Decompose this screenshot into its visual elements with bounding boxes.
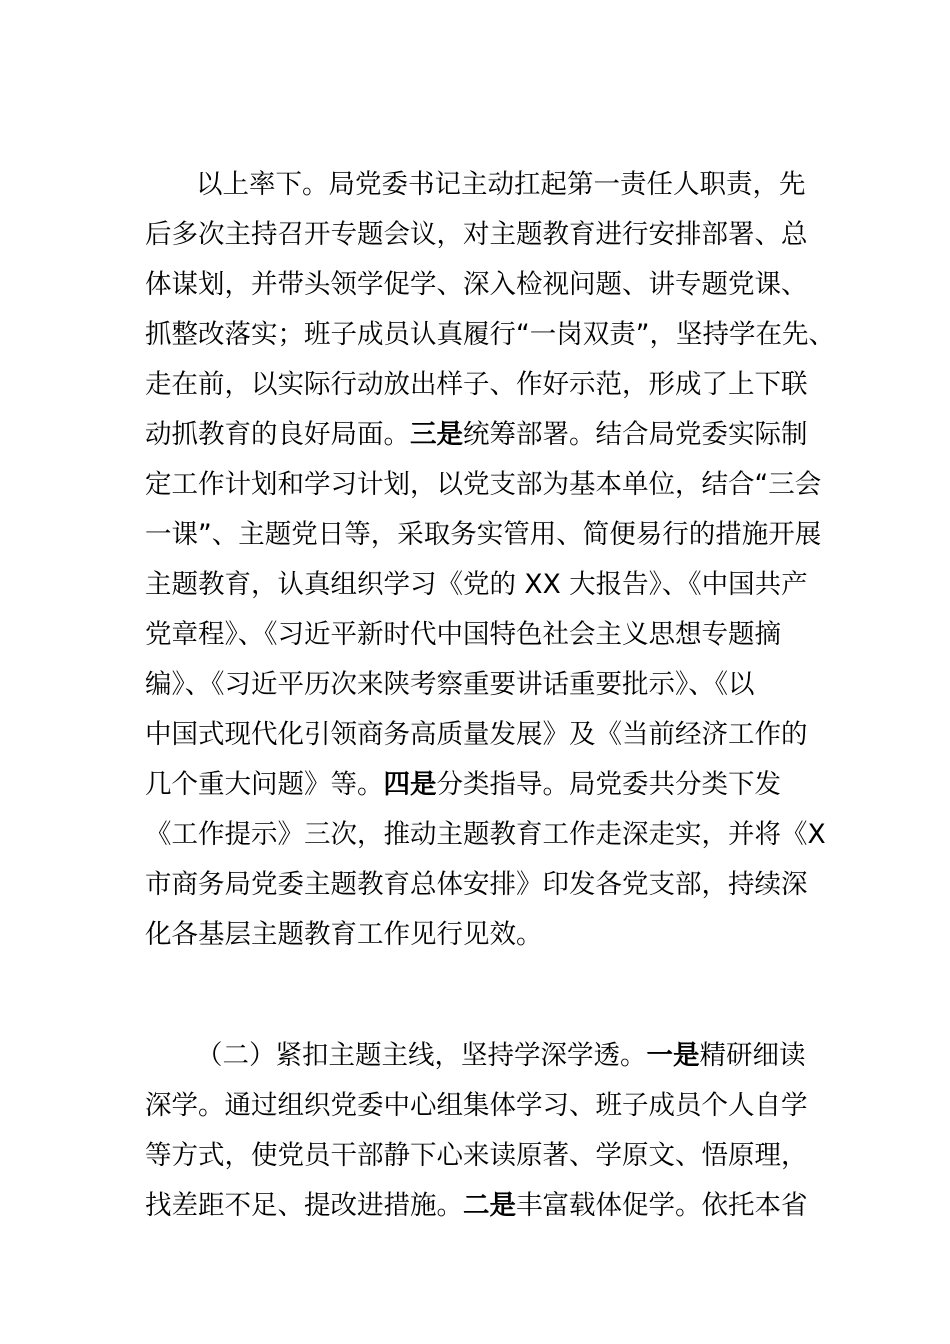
- text-run: 后多次主持召开专题会议，对主题教育进行安排部署、总: [145, 219, 808, 250]
- text-line: [145, 263, 815, 307]
- text-run: 找差距不足、提改进措施。: [145, 1190, 463, 1221]
- text-run: 以上率下。局党委书记主动扛起第一责任人职责，先: [196, 169, 806, 200]
- text-line: [145, 663, 815, 707]
- text-line: [145, 763, 815, 807]
- bold-lead-term: 四是: [383, 769, 437, 800]
- text-line: [196, 1034, 866, 1078]
- text-line: [145, 863, 815, 907]
- text-line: [145, 613, 815, 657]
- text-run: 编》、《习近平历次来陕考察重要讲话重要批示》、《以: [145, 669, 755, 700]
- text-run: 精研细读: [699, 1040, 806, 1071]
- text-line: [145, 413, 815, 457]
- bold-lead-term: 三是: [410, 419, 463, 450]
- text-run: 市商务局党委主题教育总体安排》印发各党支部，持续深: [145, 869, 808, 900]
- text-line: [145, 513, 822, 557]
- text-run: 体谋划，并带头领学促学、深入检视问题、讲专题党课、: [145, 269, 808, 300]
- text-run: 分类指导。局党委共分类下发: [436, 769, 781, 800]
- bold-lead-term: 一是: [646, 1040, 700, 1071]
- text-line: [145, 1134, 815, 1178]
- text-run: 化各基层主题教育工作见行见效。: [145, 919, 543, 950]
- text-run: 《工作提示》三次，推动主题教育工作走深走实，并将《X: [145, 819, 826, 850]
- text-line: [145, 363, 815, 407]
- text-run: 统筹部署。结合局党委实际制: [463, 419, 808, 450]
- text-run: 等方式，使党员干部静下心来读原著、学原文、悟原理，: [145, 1140, 808, 1171]
- text-line: [145, 463, 822, 507]
- text-run: 中国式现代化引领商务高质量发展》及《当前经济工作的: [145, 719, 808, 750]
- text-run: （二）紧扣主题主线，坚持学深学透。: [196, 1040, 647, 1071]
- text-line: [145, 813, 826, 857]
- text-run: 几个重大问题》等。: [145, 769, 384, 800]
- text-run: 定工作计划和学习计划，以党支部为基本单位，结合“三会: [145, 469, 822, 500]
- text-line: [145, 213, 815, 257]
- text-run: 丰富载体促学。依托本省: [516, 1190, 808, 1221]
- text-line: [145, 1084, 815, 1128]
- text-line: [145, 713, 815, 757]
- text-run: 抓整改落实；班子成员认真履行“一岗双责”，坚持学在先、: [145, 319, 835, 350]
- text-line: [145, 1184, 815, 1228]
- text-line: [145, 913, 815, 957]
- text-run: 走在前，以实际行动放出样子、作好示范，形成了上下联: [145, 369, 808, 400]
- text-run: 动抓教育的良好局面。: [145, 419, 410, 450]
- text-run: 深学。通过组织党委中心组集体学习、班子成员个人自学: [145, 1090, 808, 1121]
- text-line: [145, 313, 835, 357]
- text-run: 一课”、主题党日等，采取务实管用、简便易行的措施开展: [145, 519, 822, 550]
- text-line: [145, 563, 815, 607]
- text-line: [196, 163, 866, 207]
- text-run: 党章程》、《习近平新时代中国特色社会主义思想专题摘: [145, 619, 781, 650]
- bold-lead-term: 二是: [463, 1190, 516, 1221]
- text-run: 主题教育，认真组织学习《党的 XX 大报告》、《中国共产: [145, 569, 808, 600]
